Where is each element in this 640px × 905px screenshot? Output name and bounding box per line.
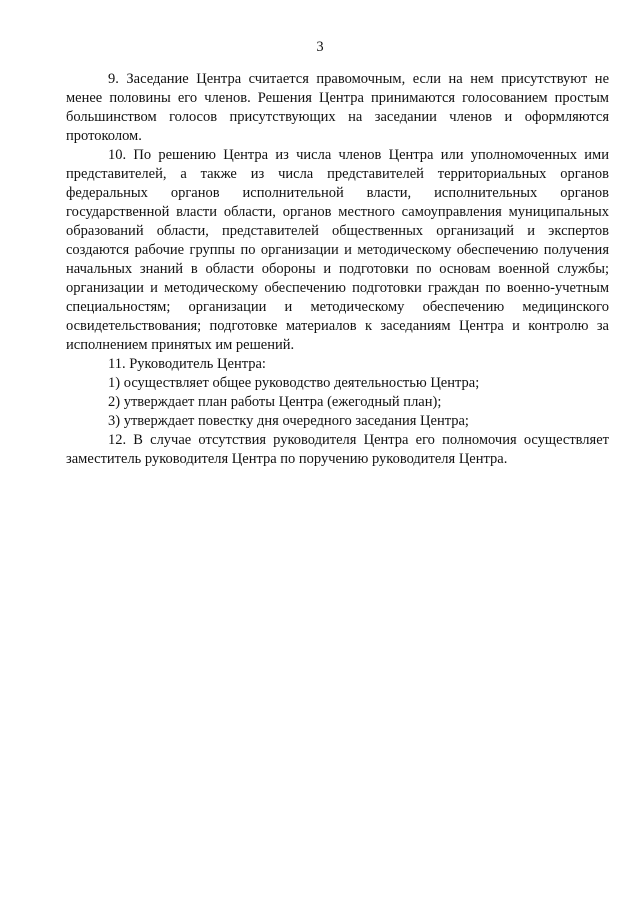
paragraph-12: 12. В случае отсутствия руководителя Центра его полномочия осуществляет заместитель руководителя Центра по поручению руководителя Центра. <box>66 432 609 467</box>
paragraph-9: 9. Заседание Центра считается правомочным, если на нем присутствуют не менее половины его членов. Решения Центра принимаются голосованием простым большинством голосов присутствующих на заседании членов и оформляются протоколом. <box>66 71 609 144</box>
list-item: 2) утверждает план работы Центра (ежегодный план); <box>108 394 442 410</box>
list-item: 1) осуществляет общее руководство деятельностью Центра; <box>108 375 480 391</box>
page-number: 3 <box>316 39 324 55</box>
list-item: 3) утверждает повестку дня очередного заседания Центра; <box>108 413 469 429</box>
document-body <box>66 70 609 469</box>
paragraph-11-heading: 11. Руководитель Центра: <box>108 356 266 372</box>
paragraph-10: 10. По решению Центра из числа членов Центра или уполномоченных ими представителей, а также из числа представителей территориальных органов федеральных органов исполнительной власти, исполнительных органов государственной власти области, органов местного самоуправления муниципальных образований области, представителей общественных организаций и экспертов создаются рабочие группы по организации и методическому обеспечению получения начальных знаний в области обороны и подготовки по основам военной службы; организации и методическому обеспечению подготовки граждан по военно-учетным специальностям; организации и методическому обеспечению медицинского освидетельствования; подготовке материалов к заседаниям Центра и контролю за исполнением принятых им решений. <box>66 147 609 353</box>
